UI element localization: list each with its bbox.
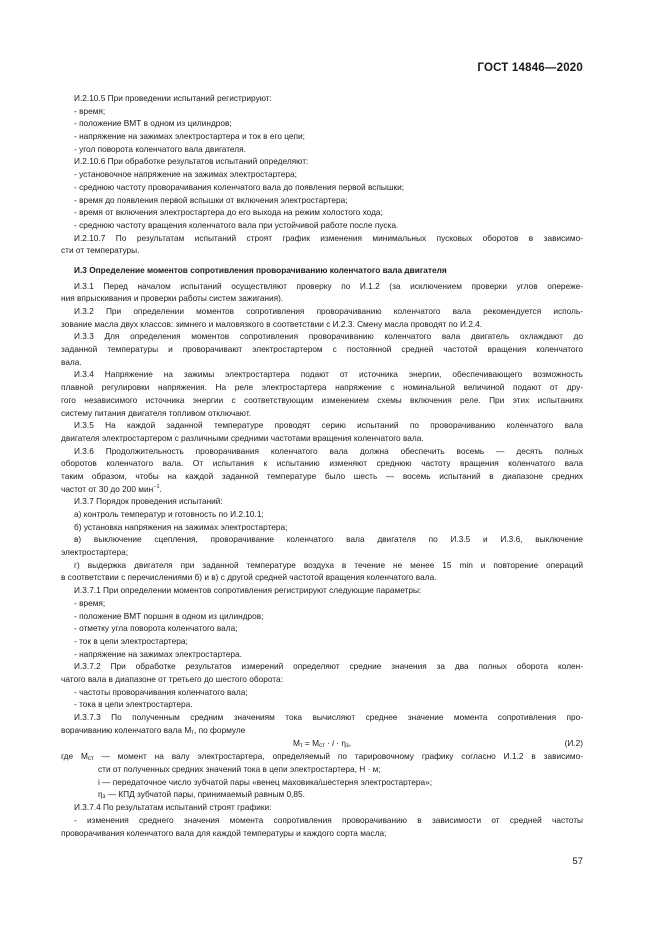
- list-item: - ток в цепи электростартера;: [74, 635, 188, 646]
- paragraph-line: электростартера;: [61, 547, 129, 558]
- paragraph-line: И.3.1 Перед началом испытаний осуществляют проверку по И.1.2 (за исключением проверки углов опереже-: [74, 280, 583, 291]
- page-number: 57: [572, 856, 583, 867]
- list-item: - положение ВМТ поршня в одном из цилиндров;: [74, 610, 264, 621]
- paragraph-line: гого независимого источника энергии с соответствующим изменением схемы включения реле. При этих испытаниях: [61, 394, 583, 405]
- paragraph-text: частот от 30 до 200 мин: [61, 483, 154, 494]
- list-item: - отметку угла поворота коленчатого вала;: [74, 623, 238, 634]
- list-item: - изменения среднего значения момента сопротивления проворачиванию в зависимости от средней частоты: [74, 814, 583, 825]
- list-item: - тока в цепи электростартера.: [74, 699, 193, 710]
- list-item: - угол поворота коленчатого вала двигателя.: [74, 143, 246, 154]
- list-item: - среднюю частоту проворачивания коленчатого вала до появления первой вспышки;: [74, 181, 405, 192]
- paragraph-line: И.3.2 При определении моментов сопротивления проворачиванию коленчатого вала рекомендуется исполь-: [74, 306, 583, 316]
- paragraph-line: проворачивания коленчатого вала для каждой температуры и каждого сорта масла;: [61, 827, 387, 838]
- paragraph-line: И.3.6 Продолжительность проворачивания коленчатого вала должна обеспечить восемь — десять полных: [74, 445, 583, 456]
- paragraph-line: И.2.10.5 При проведении испытаний регистрируют:: [74, 93, 272, 103]
- list-item: - частоты проворачивания коленчатого вала;: [74, 686, 248, 697]
- paragraph-line: чатого вала в диапазоне от третьего до шестого оборота:: [61, 673, 283, 684]
- paragraph-line: И.3.4 Напряжение на зажимы электростартера подают от источника энергии, обеспечивающего возможность: [74, 369, 583, 380]
- superscript: −1: [153, 483, 160, 490]
- list-item: б) установка напряжения на зажимах электростартера;: [74, 521, 288, 532]
- subscript: з: [102, 794, 106, 801]
- paragraph-line: в соответствии с перечислениями б) и в) с другой средней частотой вращения коленчатого вала.: [61, 572, 437, 583]
- paragraph-text: — КПД зубчатой пары, принимаемый равным 0,85.: [105, 789, 305, 800]
- paragraph-line: [61, 724, 583, 737]
- list-item: - среднюю частоту вращения коленчатого вала при устойчивой работе после пуска.: [74, 219, 399, 230]
- paragraph-line: оборотов коленчатого вала. От испытания к испытанию изменяют среднюю частоту вращения коленчатого вала: [61, 458, 583, 469]
- list-item: г) выдержка двигателя при заданной температуре воздуха в течение не менее 15 min и повторение операций: [74, 559, 583, 570]
- standard-header: ГОСТ 14846—2020: [477, 62, 583, 74]
- paragraph-line: И.3.7.3 По полученным средним значениям тока вычисляют среднее значение момента сопротивления про-: [74, 712, 583, 722]
- list-item: - время;: [74, 597, 106, 608]
- list-item: - время от включения электростартера до его выхода на режим холостого хода;: [74, 207, 383, 218]
- formula-symbol: М: [292, 738, 300, 749]
- section-title: И.3 Определение моментов сопротивления проворачиванию коленчатого вала двигателя: [74, 264, 447, 275]
- formula-symbol: · η: [333, 738, 346, 749]
- paragraph-line: зование масла двух классов: зимнего и маловязкого в соответствии с И.2.3. Смену масла проводят по И.2.4.: [61, 318, 483, 329]
- formula: [61, 736, 583, 750]
- paragraph-line: плавной регулировки напряжения. На реле электростартера напряжение с номинальной величиной подают от дру-: [61, 382, 583, 393]
- paragraph-line: И.3.5 На каждой заданной температуре проводят серию испытаний по проворачиванию коленчатого вала: [74, 420, 583, 431]
- subscript: т: [191, 729, 194, 736]
- paragraph-line: [61, 788, 583, 801]
- paragraph-line: И.3.7.4 По результатам испытаний строят графики:: [74, 802, 272, 813]
- list-item: - установочное напряжение на зажимах электростартера;: [74, 169, 297, 180]
- list-item: а) контроль температур и готовность по И.2.10.1;: [74, 509, 264, 519]
- formula-number: (И.2): [564, 738, 583, 749]
- formula-expression: [293, 736, 351, 750]
- formula-symbol: ,: [348, 738, 352, 749]
- list-item: - напряжение на зажимах электростартера.: [74, 648, 242, 659]
- paragraph-line: двигателя электростартером с различными средними частотами вращения коленчатого вала.: [61, 432, 424, 443]
- formula-symbol: = М: [302, 738, 319, 749]
- paragraph-line: сти от полученных средних значений тока в цепи электростартера, Н · м;: [98, 764, 381, 775]
- list-item: - время;: [74, 105, 106, 116]
- paragraph-text: , по формуле: [194, 724, 246, 735]
- list-item: - положение ВМТ в одном из цилиндров;: [74, 118, 232, 129]
- list-item: в) выключение сцепления, проворачивание коленчатого вала двигателя по И.3.5 и И.3.6, выключение: [74, 534, 583, 545]
- paragraph-line: И.3.7 Порядок проведения испытаний:: [74, 496, 223, 507]
- formula-symbol: i: [332, 738, 334, 749]
- paragraph-line: И.2.10.7 По результатам испытаний строят график изменения минимальных пусковых оборотов в зависимо-: [74, 232, 583, 243]
- document-body: [61, 92, 583, 839]
- paragraph-line: ния впрыскивания и проверки работы систем зажигания).: [61, 293, 284, 304]
- paragraph-line: вала.: [61, 356, 82, 367]
- paragraph-line: заданной температуры и проворачивают электростартером с постоянной средней частотой вращения коленчатого: [61, 344, 583, 355]
- paragraph-line: И.3.7.2 При обработке результатов измерений определяют средние значения за два полных оборота колен-: [74, 661, 583, 672]
- list-item: - время до появления первой вспышки от включения электростартера;: [74, 194, 348, 205]
- subscript: т: [299, 743, 303, 750]
- paragraph-line: сти от температуры.: [61, 245, 140, 256]
- subscript: з: [345, 743, 349, 750]
- paragraph-text: ворачиванию коленчатого вала М: [61, 724, 192, 735]
- paragraph-text: — момент на валу электростартера, определяемый по тарировочному графику согласно И.1.2 в зависимо-: [93, 751, 583, 762]
- paragraph-line: таким образом, чтобы на каждой заданной температуре было шесть — восемь испытаний в диапазоне средних: [61, 470, 583, 481]
- list-item: - напряжение на зажимах электростартера и ток в его цепи;: [74, 131, 305, 142]
- paragraph-line: i — передаточное число зубчатой пары «венец маховика/шестерня электростартера»;: [98, 776, 433, 787]
- subscript: ст: [319, 743, 325, 750]
- paragraph-line: систему питания двигателя топливом отключают.: [61, 407, 252, 418]
- paragraph-line: частот от 30 до 200 мин$^{-1}$.: [61, 483, 162, 494]
- formula-symbol: ·: [324, 738, 333, 749]
- paragraph-line: И.3.7.1 При определении моментов сопротивления регистрируют следующие параметры:: [74, 585, 422, 596]
- paragraph-line: И.2.10.6 При обработке результатов испытаний определяют:: [74, 156, 309, 167]
- paragraph-text: где М: [61, 751, 88, 762]
- paragraph-line: И.3.3 Для определения моментов сопротивления проворачиванию коленчатого вала двигатель охлаждают до: [74, 331, 583, 342]
- subscript: ст: [87, 756, 94, 763]
- paragraph-text: η: [98, 789, 103, 800]
- paragraph-line: [61, 750, 583, 763]
